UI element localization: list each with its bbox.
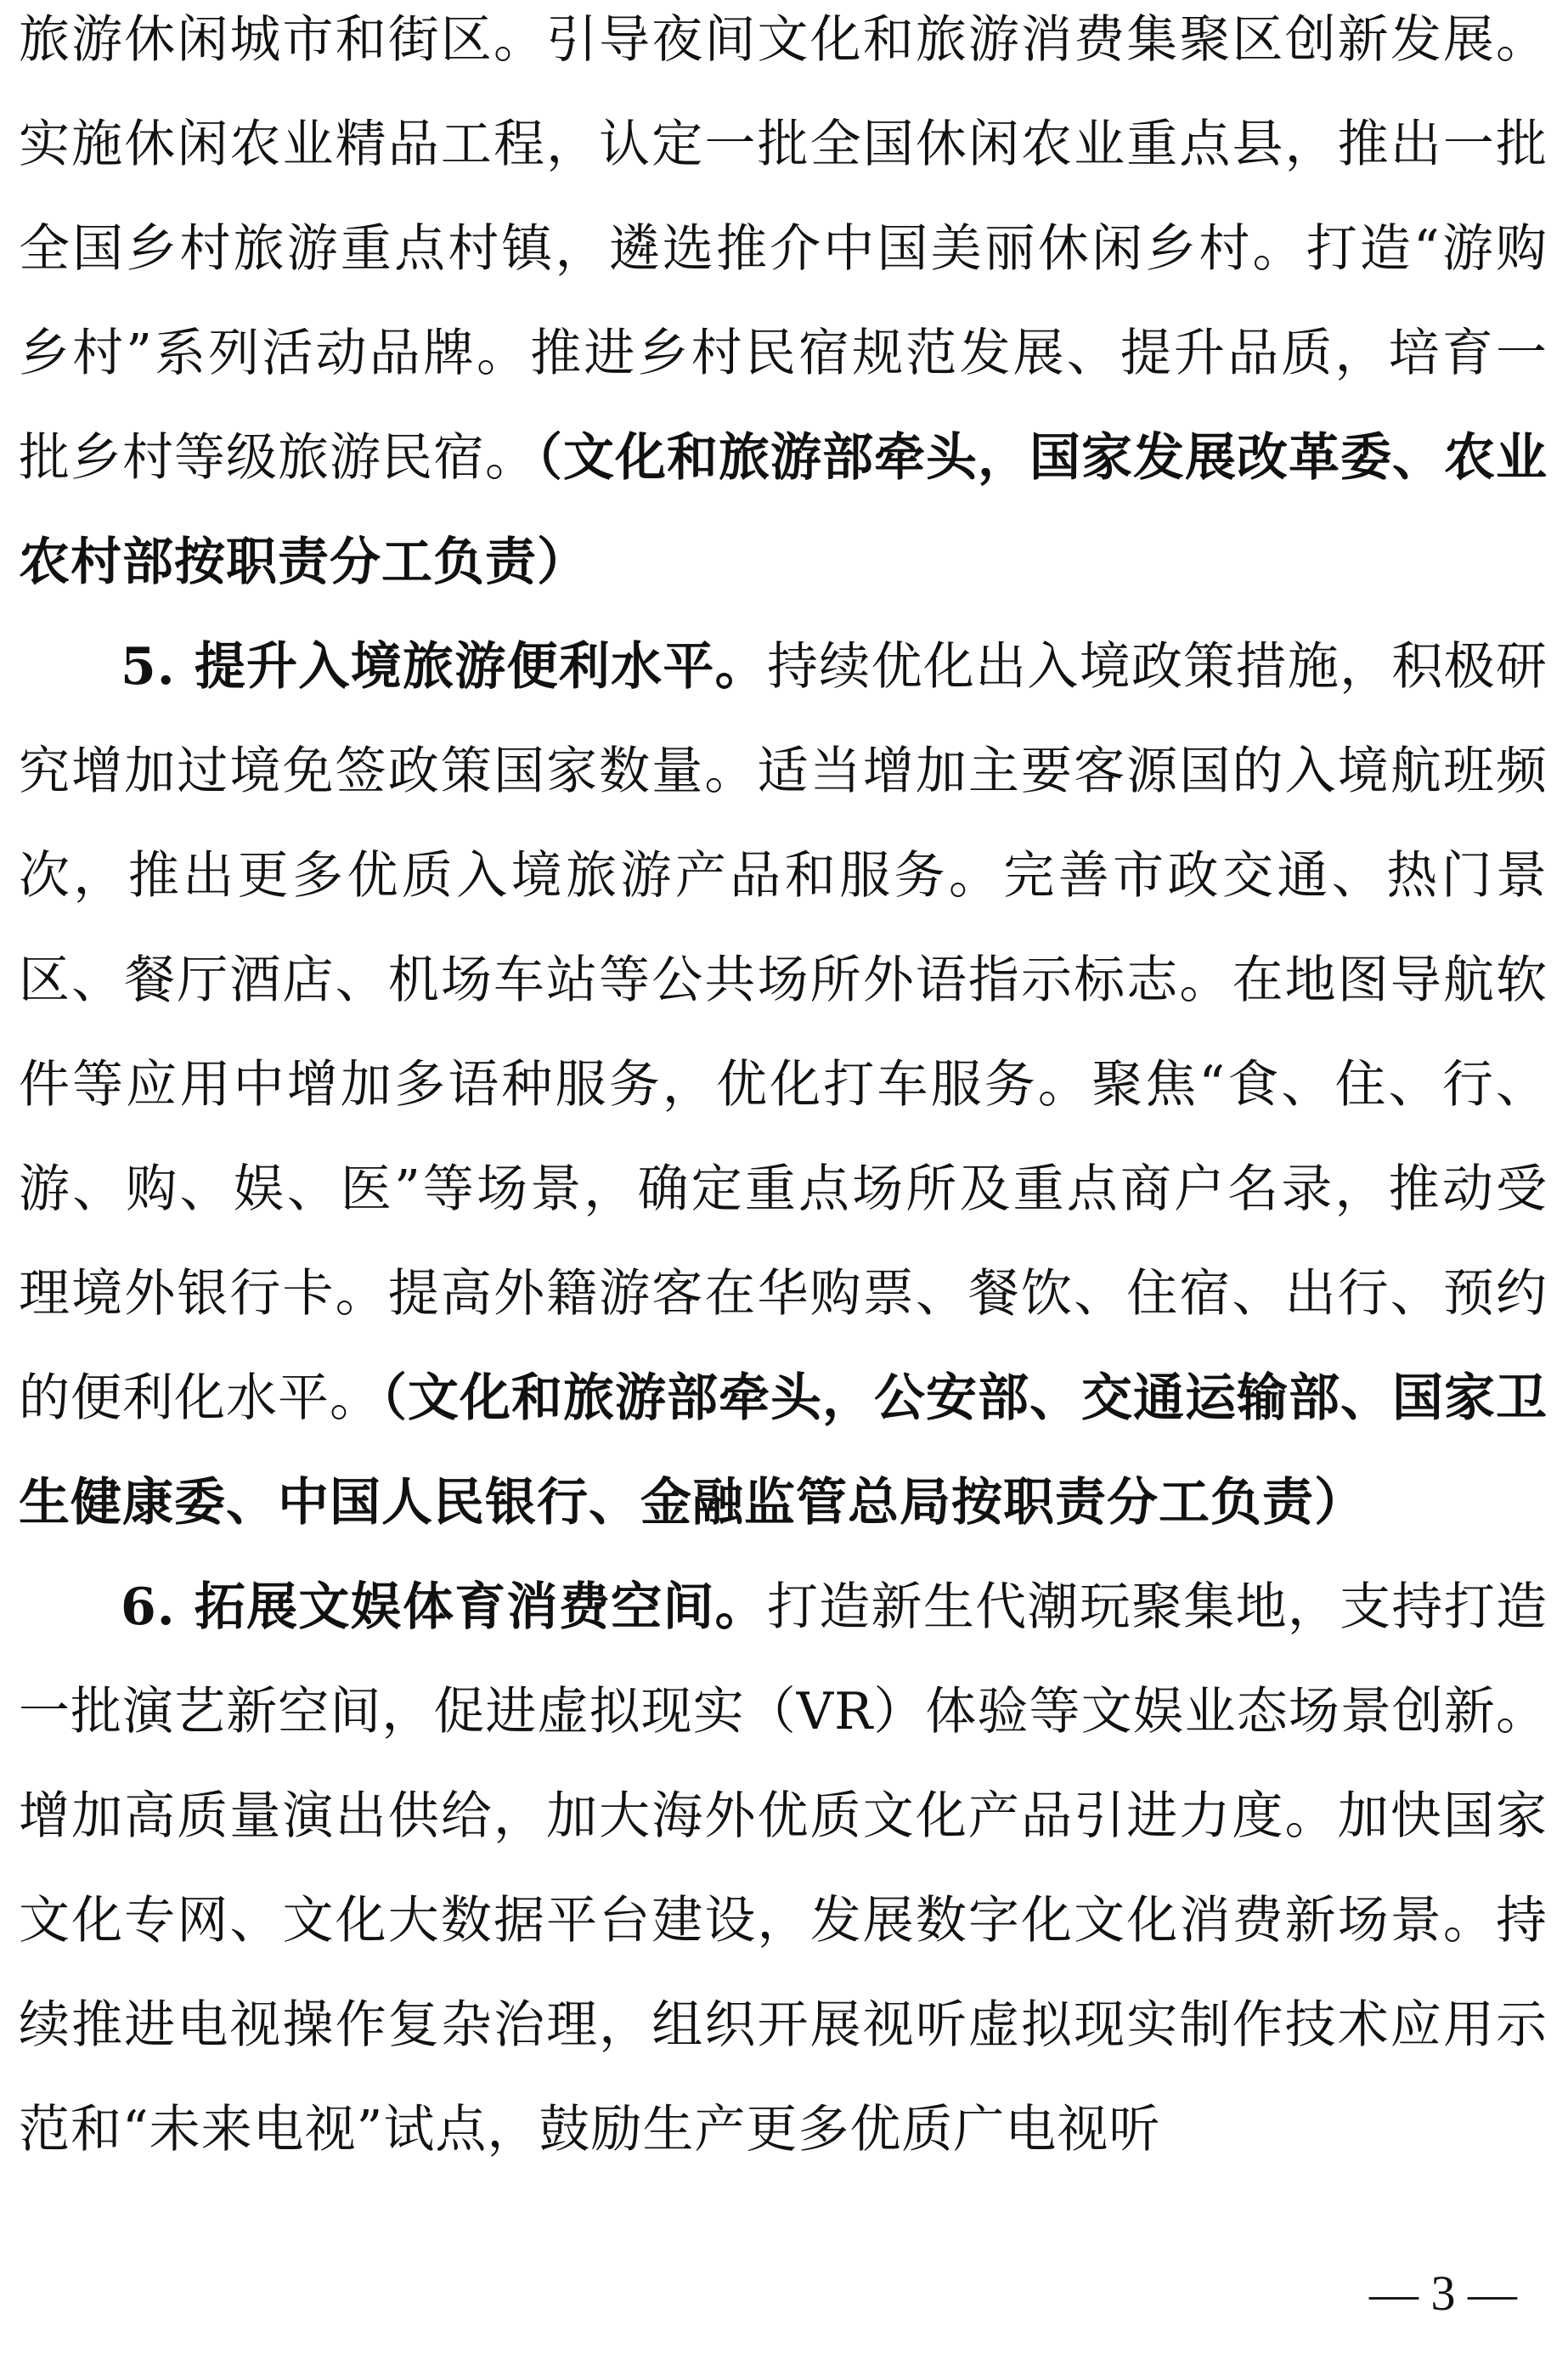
paragraph-2-responsible: （文化和旅游部牵头，公安部、交通运输部、国家卫生健康委、中国人民银行、金融监管总局按职责分工负责） — [19, 1369, 1548, 1532]
paragraph-2-heading: 5. 提升入境旅游便利水平。 — [121, 637, 767, 697]
page-number: — 3 — — [1369, 2266, 1517, 2321]
paragraph-2 — [19, 615, 1548, 1555]
document-page — [19, 0, 1548, 2359]
paragraph-3-text: 打造新生代潮玩聚集地，支持打造一批演艺新空间，促进虚拟现实（VR）体验等文娱业态场景创新。增加高质量演出供给，加大海外优质文化产品引进力度。加快国家文化专网、文化大数据平台建设，发展数字化文化消费新场景。持续推进电视操作复杂治理，组织开展视听虚拟现实制作技术应用示范和“未来电视”试点，鼓励生产更多优质广电视听 — [19, 1577, 1548, 2159]
paragraph-1-text: 旅游休闲城市和街区。引导夜间文化和旅游消费集聚区创新发展。实施休闲农业精品工程，认定一批全国休闲农业重点县，推出一批全国乡村旅游重点村镇，遴选推介中国美丽休闲乡村。打造“游购乡村”系列活动品牌。推进乡村民宿规范发展、提升品质，培育一批乡村等级旅游民宿。 — [19, 10, 1548, 488]
paragraph-3 — [19, 1555, 1548, 2182]
paragraph-1-responsible: （文化和旅游部牵头，国家发展改革委、农业农村部按职责分工负责） — [19, 428, 1548, 592]
paragraph-1 — [19, 0, 1548, 615]
paragraph-3-heading: 6. 拓展文娱体育消费空间。 — [121, 1577, 767, 1637]
paragraph-2-text: 持续优化出入境政策措施，积极研究增加过境免签政策国家数量。适当增加主要客源国的入境航班频次，推出更多优质入境旅游产品和服务。完善市政交通、热门景区、餐厅酒店、机场车站等公共场所外语指示标志。在地图导航软件等应用中增加多语种服务，优化打车服务。聚焦“食、住、行、游、购、娱、医”等场景，确定重点场所及重点商户名录，推动受理境外银行卡。提高外籍游客在华购票、餐饮、住宿、出行、预约的便利化水平。 — [19, 637, 1548, 1428]
